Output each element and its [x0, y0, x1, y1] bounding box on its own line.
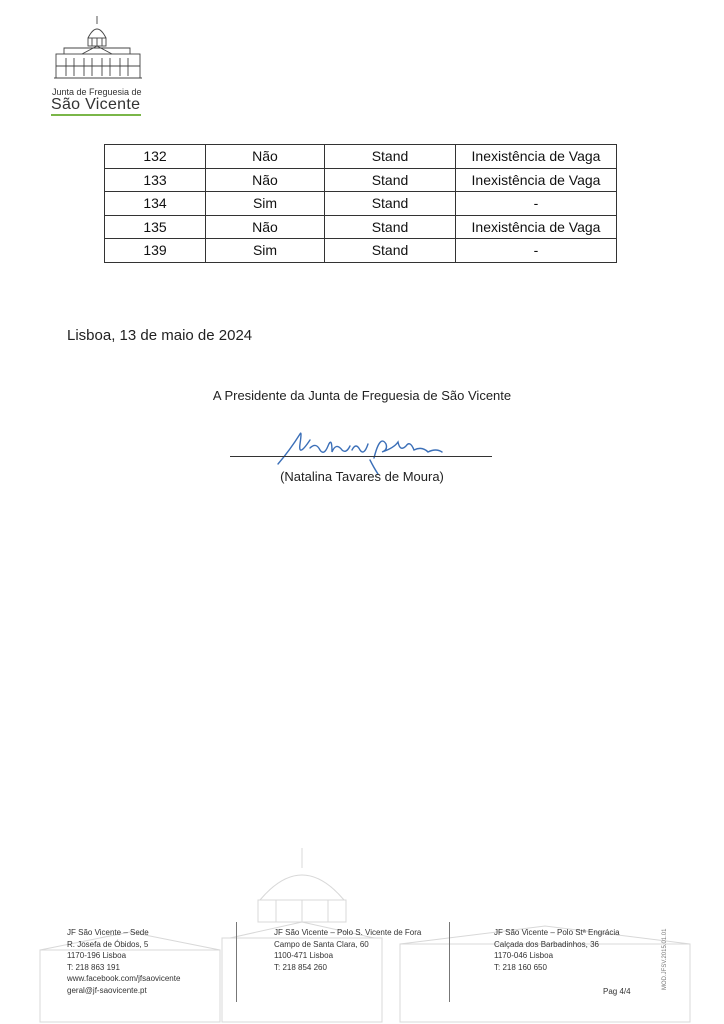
- table-row: [105, 215, 617, 239]
- table-cell: 133: [105, 168, 206, 192]
- footer-line: T: 218 863 191: [67, 962, 120, 972]
- table-cell: 139: [105, 239, 206, 263]
- footer-contact-polo-engracia: [494, 927, 620, 973]
- table-row: [105, 145, 617, 169]
- footer-contact-polo-fora: [274, 927, 421, 973]
- table-cell: 135: [105, 215, 206, 239]
- table-cell: Não: [206, 215, 325, 239]
- table-cell: Inexistência de Vaga: [456, 215, 617, 239]
- date-line: Lisboa, 13 de maio de 2024: [67, 327, 253, 344]
- logo-title: São Vicente: [51, 96, 141, 113]
- table-cell: Stand: [325, 192, 456, 216]
- footer-line: JF São Vicente – Polo S. Vicente de Fora: [274, 928, 422, 937]
- document-reference: MOD.JFSV.2015.01.01: [662, 928, 668, 990]
- results-table: [104, 144, 617, 263]
- table-cell: 132: [105, 145, 206, 169]
- signature-line: [230, 456, 492, 457]
- building-logo-icon: [52, 14, 144, 84]
- footer-line: Calçada dos Barbadinhos, 36: [494, 939, 599, 949]
- footer-line: JF São Vicente – Polo Stª Engrácia: [494, 928, 620, 937]
- page-number: Pag 4/4: [603, 987, 631, 996]
- footer-link[interactable]: www.facebook.com/jfsaovicente: [67, 974, 181, 983]
- table-cell: Inexistência de Vaga: [456, 168, 617, 192]
- handwritten-signature: [270, 422, 450, 474]
- table-cell: Sim: [206, 239, 325, 263]
- table-cell: Stand: [325, 168, 456, 192]
- footer-contact-sede: [67, 927, 180, 996]
- table-cell: -: [456, 239, 617, 263]
- table-cell: Stand: [325, 145, 456, 169]
- footer-email[interactable]: geral@jf-saovicente.pt: [67, 985, 147, 995]
- signatory-name: (Natalina Tavares de Moura): [280, 469, 444, 484]
- logo-underline: [51, 114, 141, 116]
- table-cell: Não: [206, 168, 325, 192]
- footer-line: T: 218 160 650: [494, 962, 547, 972]
- logo-subtitle: Junta de Freguesia de: [52, 87, 142, 97]
- footer-line: 1100-471 Lisboa: [274, 951, 334, 960]
- logo: [48, 14, 148, 113]
- table-cell: Sim: [206, 192, 325, 216]
- table-row: [105, 168, 617, 192]
- table-cell: 134: [105, 192, 206, 216]
- footer-line: 1170-196 Lisboa: [67, 951, 127, 960]
- footer-divider: [449, 922, 450, 1002]
- table-cell: -: [456, 192, 617, 216]
- footer-line: Campo de Santa Clara, 60: [274, 939, 369, 949]
- table-cell: Inexistência de Vaga: [456, 145, 617, 169]
- table-cell: Stand: [325, 215, 456, 239]
- footer-divider: [236, 922, 237, 1002]
- table-cell: Stand: [325, 239, 456, 263]
- footer-line: R. Josefa de Óbidos, 5: [67, 939, 149, 949]
- table-row: [105, 239, 617, 263]
- footer-line: JF São Vicente – Sede: [67, 928, 149, 937]
- signatory-role: A Presidente da Junta de Freguesia de São Vicente: [212, 388, 512, 403]
- footer-line: 1170-046 Lisboa: [494, 951, 554, 960]
- footer-line: T: 218 854 260: [274, 962, 327, 972]
- table-cell: Não: [206, 145, 325, 169]
- table-row: [105, 192, 617, 216]
